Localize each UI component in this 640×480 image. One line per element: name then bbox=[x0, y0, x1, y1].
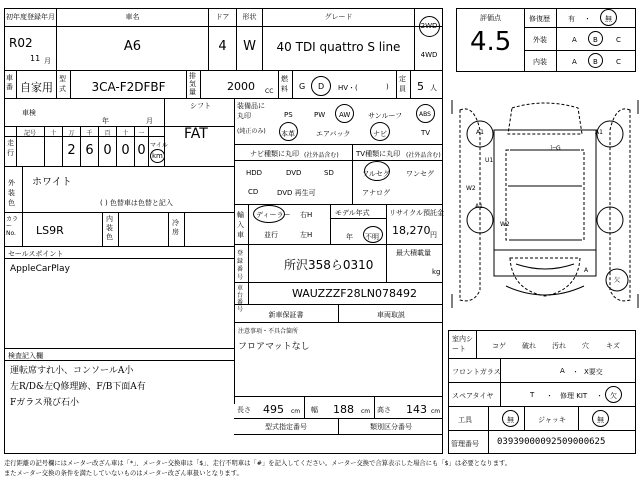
seat-item-0: コゲ bbox=[492, 342, 506, 350]
tools-value: 無 bbox=[507, 416, 514, 424]
inspector-line-0: 運転席すれ小、コンソールA小 bbox=[10, 366, 134, 376]
type-label: 型式指定番号 bbox=[265, 423, 307, 431]
door-label: ドア bbox=[215, 13, 230, 21]
mileage-digit-1: 6 bbox=[85, 143, 94, 158]
repair-label: 修復歴 bbox=[529, 15, 550, 23]
warranty: 新車保証書 bbox=[268, 311, 304, 319]
teiin-label: 定員 bbox=[399, 75, 406, 93]
inspector-line-1: 左R/D&左Q修理跡、F/B下面A有 bbox=[10, 382, 146, 392]
import-left: 左H bbox=[300, 231, 313, 239]
inspector-label: 検査記入欄 bbox=[8, 352, 43, 360]
mark-w2-left: W2 bbox=[466, 185, 476, 192]
jack-label: ジャッキ bbox=[538, 416, 566, 424]
exterior-b: B bbox=[593, 36, 598, 44]
width-unit: cm bbox=[361, 408, 371, 415]
recycle-amount: 18,270 bbox=[392, 224, 431, 237]
fuel-d: D bbox=[318, 82, 325, 91]
car-name: A6 bbox=[123, 39, 142, 54]
shaken-month: 月 bbox=[146, 117, 153, 125]
reg-number-label: 登録番号 bbox=[237, 250, 244, 281]
spare-missing: 欠 bbox=[610, 392, 617, 400]
tv-fullseg: フルセグ bbox=[362, 170, 390, 178]
mileage-digit-3: 0 bbox=[121, 143, 130, 158]
manage-no: 03939000092509000625 bbox=[497, 437, 606, 447]
spare-label: スペアタイヤ bbox=[452, 392, 494, 400]
navi-hdd: HDD bbox=[246, 169, 263, 177]
shape: W bbox=[243, 39, 256, 54]
import-parallel: 並行 bbox=[264, 231, 278, 239]
digit-label-3: 百 bbox=[104, 130, 111, 137]
equip-airbag: エアバック bbox=[316, 130, 351, 138]
recycle-yen: 円 bbox=[430, 231, 437, 239]
equip-navi: ナビ bbox=[373, 130, 387, 138]
spare-sep1: ・ bbox=[546, 392, 553, 400]
mileage-digit-0: 2 bbox=[67, 143, 76, 158]
digit-label-4: 十 bbox=[122, 130, 129, 137]
fuel-g: G bbox=[299, 82, 306, 91]
navi-label: ナビ種類に丸印 bbox=[250, 150, 299, 158]
mileage-digit-2: 0 bbox=[103, 143, 112, 158]
import-dealer: ディーラー bbox=[256, 211, 291, 219]
tv-analog: アナログ bbox=[362, 189, 390, 197]
mark-a1-right: A1 bbox=[595, 129, 603, 136]
sales-point: AppleCarPlay bbox=[10, 264, 70, 274]
grade: 40 TDI quattro S line bbox=[276, 40, 401, 54]
rating-score: 4.5 bbox=[470, 27, 512, 57]
navi-cd: CD bbox=[248, 188, 259, 196]
fuel-close: ) bbox=[386, 83, 389, 91]
reg-month: 11 bbox=[30, 54, 41, 63]
shaken-year: 年 bbox=[102, 117, 109, 125]
equipment-sublabel: (純正のみ) bbox=[237, 128, 266, 135]
navi-sd: SD bbox=[324, 169, 334, 177]
seat-item-4: キズ bbox=[606, 342, 620, 350]
interior-c: C bbox=[616, 58, 621, 66]
shift-label: シフト bbox=[190, 102, 211, 110]
car-diagram bbox=[450, 90, 640, 330]
shift: FAT bbox=[184, 126, 208, 142]
capacity: 5 bbox=[417, 80, 424, 93]
tv-sub: (社外品含む) bbox=[406, 152, 441, 159]
repair-no: 無 bbox=[605, 15, 612, 23]
seat-label: 室内シート bbox=[452, 335, 473, 353]
kurumaban-label: 車番 bbox=[6, 74, 13, 91]
displacement: 2000 bbox=[227, 80, 255, 93]
max-load-label: 最大積載量 bbox=[396, 249, 431, 257]
car-name-label: 車名 bbox=[125, 13, 140, 21]
color-no: LS9R bbox=[36, 224, 64, 237]
model-year-unknown: 不明 bbox=[365, 233, 379, 241]
mark-tg: ﾄｰG bbox=[550, 145, 561, 152]
reg-year-label: 初年度登録年月 bbox=[6, 13, 55, 21]
tv-oneseg: ワンセグ bbox=[406, 170, 434, 178]
exterior-a: A bbox=[572, 36, 577, 44]
tools-label: 工具 bbox=[458, 416, 472, 424]
mileage-digit-4: 0 bbox=[137, 143, 146, 158]
length: 495 bbox=[263, 403, 284, 416]
interior-label: 内装 bbox=[533, 58, 547, 66]
km-label: km bbox=[152, 152, 163, 160]
exterior-label: 外装 bbox=[533, 36, 547, 44]
width-label: 幅 bbox=[311, 406, 318, 414]
height-unit: cm bbox=[431, 408, 441, 415]
reg-month-unit: 月 bbox=[44, 57, 51, 65]
navi-dvd-play: DVD 再生可 bbox=[277, 189, 316, 197]
reg-number: 所沢358ら0310 bbox=[284, 258, 374, 272]
fuel-hv: HV・( bbox=[338, 84, 358, 92]
mile-label: マイル bbox=[150, 142, 168, 149]
manage-label: 管理番号 bbox=[451, 440, 479, 448]
max-load-kg: kg bbox=[432, 268, 441, 276]
reg-era: R02 bbox=[9, 36, 33, 50]
width: 188 bbox=[333, 403, 354, 416]
spare-kit: 修理 KIT bbox=[560, 392, 588, 400]
caution-label: 注意事項・不具合箇所 bbox=[238, 328, 299, 335]
caution: フロアマットなし bbox=[238, 342, 310, 352]
repair-yes: 有 bbox=[568, 15, 575, 23]
repair-sep: ・ bbox=[584, 15, 591, 23]
spare-sep2: ・ bbox=[596, 392, 603, 400]
import-label: 輸入車 bbox=[237, 211, 244, 239]
navi-dvd: DVD bbox=[286, 169, 302, 177]
rating-label: 評価点 bbox=[480, 14, 501, 22]
haiki-label: 排気量 bbox=[189, 72, 196, 96]
color-note: ( ) 色替車は色替と記入 bbox=[100, 199, 173, 207]
recycle-label: リサイクル預託金 bbox=[389, 209, 445, 217]
shaken-label: 車検 bbox=[22, 109, 36, 117]
import-right: 右H bbox=[300, 211, 313, 219]
digit-label-2: 千 bbox=[86, 130, 93, 137]
equip-aw: AW bbox=[339, 111, 351, 119]
height: 143 bbox=[406, 403, 427, 416]
equip-leather: 本革 bbox=[281, 130, 295, 138]
seat-item-3: 穴 bbox=[582, 342, 589, 350]
cc-unit: CC bbox=[265, 88, 274, 95]
model-year-unit: 年 bbox=[346, 233, 353, 241]
capacity-unit: 人 bbox=[430, 84, 437, 92]
mark-a1-left: A1 bbox=[475, 203, 483, 210]
glass-label: フロントガラス bbox=[452, 368, 501, 376]
manual: 車両取説 bbox=[377, 311, 405, 319]
naiso-label: 内装色 bbox=[106, 215, 113, 241]
height-label: 高さ bbox=[377, 406, 391, 414]
length-label: 長さ bbox=[237, 406, 251, 414]
glass-a: A bbox=[560, 367, 565, 375]
mark-u1: U1 bbox=[485, 157, 494, 164]
mark-spare: 欠 bbox=[614, 277, 621, 284]
soukou-label: 走行 bbox=[7, 139, 14, 157]
grade-label: グレード bbox=[324, 13, 353, 21]
equip-sunroof: サンルーフ bbox=[368, 112, 403, 120]
digit-label-1: 万 bbox=[68, 130, 75, 137]
mark-w2-bottom: W2 bbox=[500, 221, 510, 228]
sales-point-label: セールスポイント bbox=[8, 250, 64, 258]
digit-label-5: 一 bbox=[138, 130, 145, 137]
footer-line-1: 走行距離の記号欄にはメーター改ざん車は「*」、メーター交換車は「$」、走行不明車は「#」を記入してください。メーター交換で合算表示した場合にも「$」は必要となります。 bbox=[4, 460, 512, 467]
cooler-label: 冷房 bbox=[172, 219, 179, 236]
doors: 4 bbox=[218, 39, 227, 54]
equip-abs: ABS bbox=[419, 111, 431, 118]
mark-a1-top: A1 bbox=[476, 129, 484, 136]
vin-label: 車台番号 bbox=[237, 285, 244, 313]
equip-pw: PW bbox=[314, 111, 326, 119]
glass-x: X要交 bbox=[584, 368, 603, 376]
navi-sub: (社外品含む) bbox=[304, 152, 339, 159]
kisai-label: 記号 bbox=[24, 130, 37, 137]
seat-item-1: 破れ bbox=[522, 342, 536, 350]
drive-2wd: 2WD bbox=[420, 22, 438, 30]
shape-label: 形状 bbox=[242, 13, 257, 21]
interior-b: B bbox=[593, 58, 598, 66]
equip-ps: PS bbox=[284, 111, 293, 119]
interior-a: A bbox=[572, 58, 577, 66]
glass-sep: ・ bbox=[572, 368, 579, 376]
length-unit: cm bbox=[291, 408, 301, 415]
equipment-label: 装備品に丸印 bbox=[237, 102, 265, 120]
color-no-label: カラーNo. bbox=[6, 216, 19, 237]
exterior-c: C bbox=[616, 36, 621, 44]
model-year-label: モデル年式 bbox=[335, 209, 370, 217]
mark-a: A bbox=[584, 267, 589, 274]
equip-tv: TV bbox=[421, 129, 431, 137]
class-label: 類別区分番号 bbox=[370, 423, 412, 431]
tv-label: TV種類に丸印 bbox=[356, 150, 401, 158]
body-color: ホワイト bbox=[32, 177, 72, 188]
seat-item-2: 汚れ bbox=[552, 342, 566, 350]
gaiso-label: 外装色 bbox=[8, 179, 15, 207]
spare-t: T bbox=[530, 391, 535, 399]
footer-line-2: またメーター交換の条件を満たしていないものはメーター改ざん車扱いとなります。 bbox=[4, 470, 243, 477]
inspector-line-2: Fガラス飛び石小 bbox=[10, 398, 79, 408]
jack-value: 無 bbox=[597, 416, 604, 424]
fuel-label: 燃料 bbox=[281, 75, 288, 93]
katashiki: 3CA-F2DFBF bbox=[91, 80, 166, 94]
vin: WAUZZZF28LN078492 bbox=[292, 287, 417, 300]
katashiki-label: 型式 bbox=[59, 75, 66, 93]
jikayo: 自家用 bbox=[20, 81, 53, 94]
drive-4wd: 4WD bbox=[420, 51, 438, 59]
digit-label-0: 十 bbox=[50, 130, 57, 137]
